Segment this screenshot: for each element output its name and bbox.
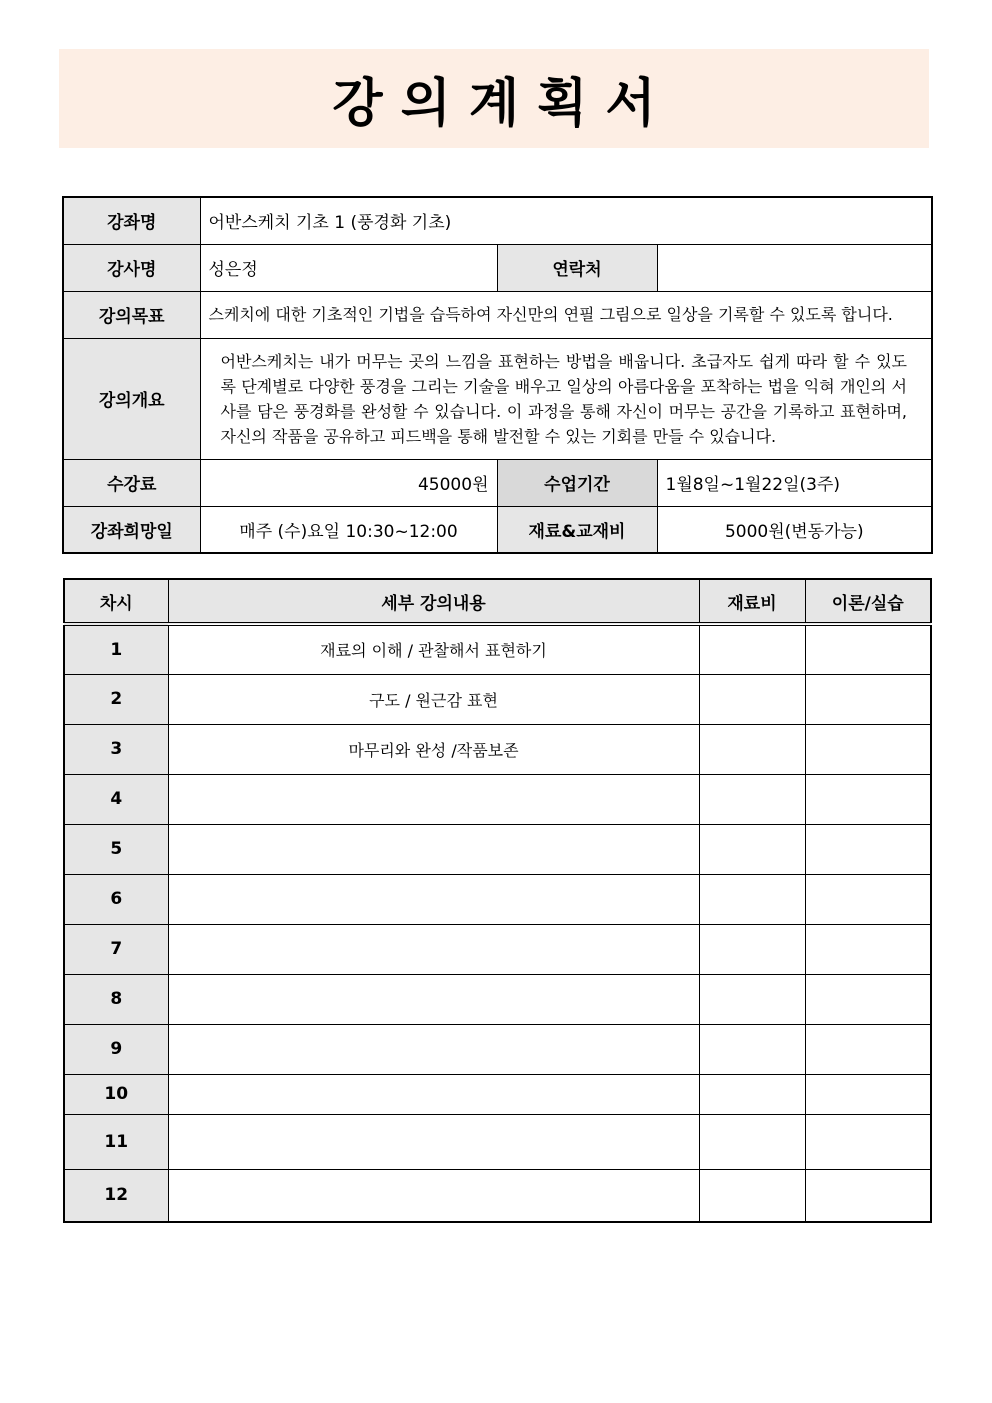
period-label: 수업기간 [497, 459, 657, 506]
session-type[interactable] [805, 724, 931, 774]
session-row [64, 674, 931, 724]
header-theory-practice: 이론/실습 [805, 579, 931, 624]
session-header-row [64, 579, 931, 624]
row-instructor [63, 244, 932, 291]
session-material-fee[interactable] [699, 624, 805, 674]
session-row [64, 974, 931, 1024]
session-number: 2 [64, 674, 168, 724]
session-number: 5 [64, 824, 168, 874]
session-material-fee[interactable] [699, 874, 805, 924]
goal-value[interactable]: 스케치에 대한 기초적인 기법을 습득하여 자신만의 연필 그림으로 일상을 기록할 수 있도록 합니다. [200, 291, 932, 338]
goal-label: 강의목표 [63, 291, 200, 338]
session-number: 3 [64, 724, 168, 774]
session-material-fee[interactable] [699, 674, 805, 724]
session-number: 4 [64, 774, 168, 824]
session-type[interactable] [805, 1169, 931, 1222]
session-content[interactable] [168, 824, 699, 874]
session-table [63, 578, 932, 1223]
session-row [64, 724, 931, 774]
contact-label: 연락처 [497, 244, 657, 291]
session-type[interactable] [805, 1024, 931, 1074]
session-content[interactable] [168, 1114, 699, 1169]
session-row [64, 1114, 931, 1169]
session-number: 10 [64, 1074, 168, 1114]
session-material-fee[interactable] [699, 1169, 805, 1222]
material-label: 재료&교재비 [497, 506, 657, 553]
session-material-fee[interactable] [699, 1114, 805, 1169]
session-row [64, 1024, 931, 1074]
session-material-fee[interactable] [699, 1024, 805, 1074]
row-goal [63, 291, 932, 338]
schedule-value[interactable]: 매주 (수)요일 10:30~12:00 [200, 506, 497, 553]
header-material-fee: 재료비 [699, 579, 805, 624]
session-content[interactable] [168, 1024, 699, 1074]
session-material-fee[interactable] [699, 924, 805, 974]
session-material-fee[interactable] [699, 774, 805, 824]
title-banner [59, 49, 929, 148]
fee-label: 수강료 [63, 459, 200, 506]
session-row [64, 824, 931, 874]
course-name-value[interactable]: 어반스케치 기초 1 (풍경화 기초) [200, 197, 932, 244]
overview-value[interactable]: 어반스케치는 내가 머무는 곳의 느낌을 표현하는 방법을 배웁니다. 초급자도 쉽게 따라 할 수 있도록 단계별로 다양한 풍경을 그리는 기술을 배우고 일상의 아름다움을 포착하는 법을 익혀 개인의 서사를 담은 풍경화를 완성할 수 있습니다. 이 과정을 통해 자신이 머무는 공간을 기록하고 표현하며, 자신의 작품을 공유하고 피드백을 통해 발전할 수 있는 기회를 만들 수 있습니다. [200, 338, 932, 459]
session-number: 11 [64, 1114, 168, 1169]
session-material-fee[interactable] [699, 1074, 805, 1114]
row-fee [63, 459, 932, 506]
session-number: 6 [64, 874, 168, 924]
period-value[interactable]: 1월8일~1월22일(3주) [657, 459, 932, 506]
session-type[interactable] [805, 774, 931, 824]
header-session-no: 차시 [64, 579, 168, 624]
document-title: 강의계획서 [332, 74, 674, 134]
row-schedule [63, 506, 932, 553]
header-content: 세부 강의내용 [168, 579, 699, 624]
session-type[interactable] [805, 1074, 931, 1114]
session-content[interactable] [168, 774, 699, 824]
contact-value[interactable] [657, 244, 932, 291]
course-name-label: 강좌명 [63, 197, 200, 244]
overview-label: 강의개요 [63, 338, 200, 459]
session-material-fee[interactable] [699, 974, 805, 1024]
session-number: 7 [64, 924, 168, 974]
session-type[interactable] [805, 874, 931, 924]
session-content[interactable] [168, 974, 699, 1024]
session-row [64, 874, 931, 924]
session-content[interactable] [168, 924, 699, 974]
session-row [64, 774, 931, 824]
instructor-label: 강사명 [63, 244, 200, 291]
session-row [64, 1169, 931, 1222]
session-number: 8 [64, 974, 168, 1024]
session-number: 12 [64, 1169, 168, 1222]
session-content[interactable]: 재료의 이해 / 관찰해서 표현하기 [168, 624, 699, 674]
session-material-fee[interactable] [699, 724, 805, 774]
session-row [64, 1074, 931, 1114]
session-content[interactable] [168, 1074, 699, 1114]
session-content[interactable]: 구도 / 원근감 표현 [168, 674, 699, 724]
session-content[interactable]: 마무리와 완성 /작품보존 [168, 724, 699, 774]
material-value[interactable]: 5000원(변동가능) [657, 506, 932, 553]
course-info-table [62, 196, 933, 554]
instructor-value[interactable]: 성은정 [200, 244, 497, 291]
session-content[interactable] [168, 1169, 699, 1222]
session-number: 1 [64, 624, 168, 674]
session-type[interactable] [805, 674, 931, 724]
session-type[interactable] [805, 624, 931, 674]
session-type[interactable] [805, 1114, 931, 1169]
session-material-fee[interactable] [699, 824, 805, 874]
session-type[interactable] [805, 824, 931, 874]
row-course-name [63, 197, 932, 244]
session-row [64, 924, 931, 974]
fee-value[interactable]: 45000원 [200, 459, 497, 506]
session-number: 9 [64, 1024, 168, 1074]
session-type[interactable] [805, 924, 931, 974]
session-type[interactable] [805, 974, 931, 1024]
session-row [64, 624, 931, 674]
schedule-label: 강좌희망일 [63, 506, 200, 553]
session-content[interactable] [168, 874, 699, 924]
row-overview [63, 338, 932, 459]
